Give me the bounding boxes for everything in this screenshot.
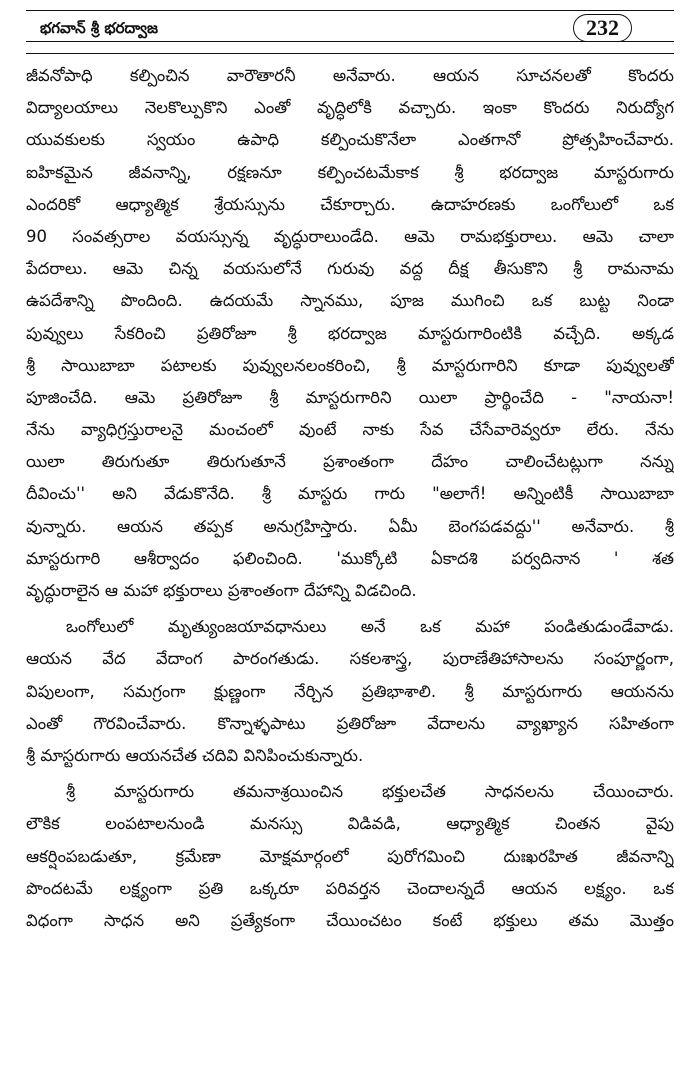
text-line: పువ్వులు సేకరించి ప్రతిరోజూ శ్రీ భరద్వాజ మాస్టరుగారింటికి వచ్చేది. అక్కడ [26,323,674,343]
paragraph-2 [26,611,674,772]
text-line: విధంగా సాధన అని ప్రత్యేకంగా చేయించటం కంటే భక్తులు తమ మొత్తం [26,910,674,930]
text-line: శ్రీ సాయిబాబా పటాలకు పువ్వులనలంకరించి, శ్రీ మాస్టరుగారిని కూడా పువ్వులతో [26,355,674,375]
text-line: వున్నారు. ఆయన తప్పక అనుగ్రహిస్తారు. ఏమీ బెంగపడవద్దు'' అనేవారు. శ్రీ [26,516,674,536]
text-line: విద్యాలయాలు నెలకొల్పుకొని ఎంతో వృద్ధిలోకి వచ్చారు. ఇంకా కొందరు నిరుద్యోగ [26,98,674,118]
text-line: విపులంగా, సమగ్రంగా క్షుణ్ణంగా నేర్చిన ప్రతిభాశాలి. శ్రీ మాస్టరుగారు ఆయనను [26,681,674,701]
text-line: జీవనోపాధి కల్పించిన వారౌతారనీ అనేవారు. ఆయన సూచనలతో కొందరు [26,66,674,85]
text-line: ఆయన వేద వేదాంగ పారంగతుడు. సకలశాస్త్ర, పురాణేతిహాసాలను సంపూర్ణంగా, [26,649,674,669]
running-header [26,10,674,54]
header-rule [26,41,674,42]
page-number: 232 [573,14,632,42]
paragraph-3 [26,776,674,937]
book-title: భగవాన్ శ్రీ భరద్వాజ [40,19,158,37]
text-line: నేను వ్యాధిగ్రస్తురాలనై మంచంలో వుంటే నాకు సేవ చేసేవారెవ్వరూ లేరు. నేను [26,420,674,440]
text-line: ఆకర్షింపబడుతూ, క్రమేణా మోక్షమార్గంలో పురోగమించి దుఃఖరహిత జీవనాన్ని [26,846,674,866]
text-line: మాస్టరుగారి ఆశీర్వాదం ఫలించింది. 'ముక్కోటి ఏకాదశి పర్వదినాన ' శత [26,548,674,568]
text-line: ఎంతో గౌరవించేవారు. కొన్నాళ్ళపాటు ప్రతిరోజూ వేదాలను వ్యాఖ్యాన సహితంగా [26,713,674,733]
text-line: దీవించు'' అని వేడుకొనేది. శ్రీ మాస్టరు గారు "అలాగే! అన్నింటికీ సాయిబాబా [26,484,674,504]
paragraph-1 [26,60,674,607]
text-line: పేదరాలు. ఆమె చిన్న వయసులోనే గురువు వద్ద దీక్ష తీసుకొని శ్రీ రామనామ [26,259,674,279]
book-page [0,10,700,1083]
text-line: శ్రీ మాస్టరుగారు తమనాశ్రయించిన భక్తులచేత సాధనలను చేయించారు. [66,782,674,802]
text-line: 90 సంవత్సరాల వయస్సున్న వృద్ధురాలుండేది. ఆమె రామభక్తురాలు. ఆమె చాలా [26,226,674,246]
text-line: యువకులకు స్వయం ఉపాధి కల్పించుకొనేలా ఎంతగానో ప్రోత్సహించేవారు. [26,130,674,150]
text-line: యిలా తిరుగుతూ తిరుగుతూనే ప్రశాంతంగా దేహం చాలించేటట్లుగా నన్ను [26,452,674,472]
text-line: లౌకిక లంపటాలనుండి మనస్సు విడివడి, ఆధ్యాత్మిక చింతన వైపు [26,814,674,834]
text-line: ఒంగోలులో మృత్యుంజయావధానులు అనే ఒక మహా పండితుడుండేవాడు. [66,617,674,637]
text-line: వృద్ధురాలైన ఆ మహా భక్తురాలు ప్రశాంతంగా దేహాన్ని విడచింది. [26,581,417,600]
text-line: ఉపదేశాన్ని పొందింది. ఉదయమే స్నానము, పూజ ముగించి ఒక బుట్ట నిండా [26,291,674,311]
page-body [26,60,674,937]
text-line: ఎందరికో ఆధ్యాత్మిక శ్రేయస్సును చేకూర్చారు. ఉదాహరణకు ఒంగోలులో ఒక [26,194,674,214]
text-line: పూజించేది. ఆమె ప్రతిరోజూ శ్రీ మాస్టరుగారిని యిలా ప్రార్థించేది - "నాయనా! [26,387,674,407]
text-line: పొందటమే లక్ష్యంగా ప్రతి ఒక్కరూ పరివర్తన చెందాలన్నదే ఆయన లక్ష్యం. ఒక [26,878,674,898]
text-line: ఐహికమైన జీవనాన్ని, రక్షణనూ కల్పించటమేకాక శ్రీ భరద్వాజ మాస్టరుగారు [26,162,674,182]
text-line: శ్రీ మాస్టరుగారు ఆయనచేత చదివి వినిపించుకున్నారు. [26,745,364,765]
